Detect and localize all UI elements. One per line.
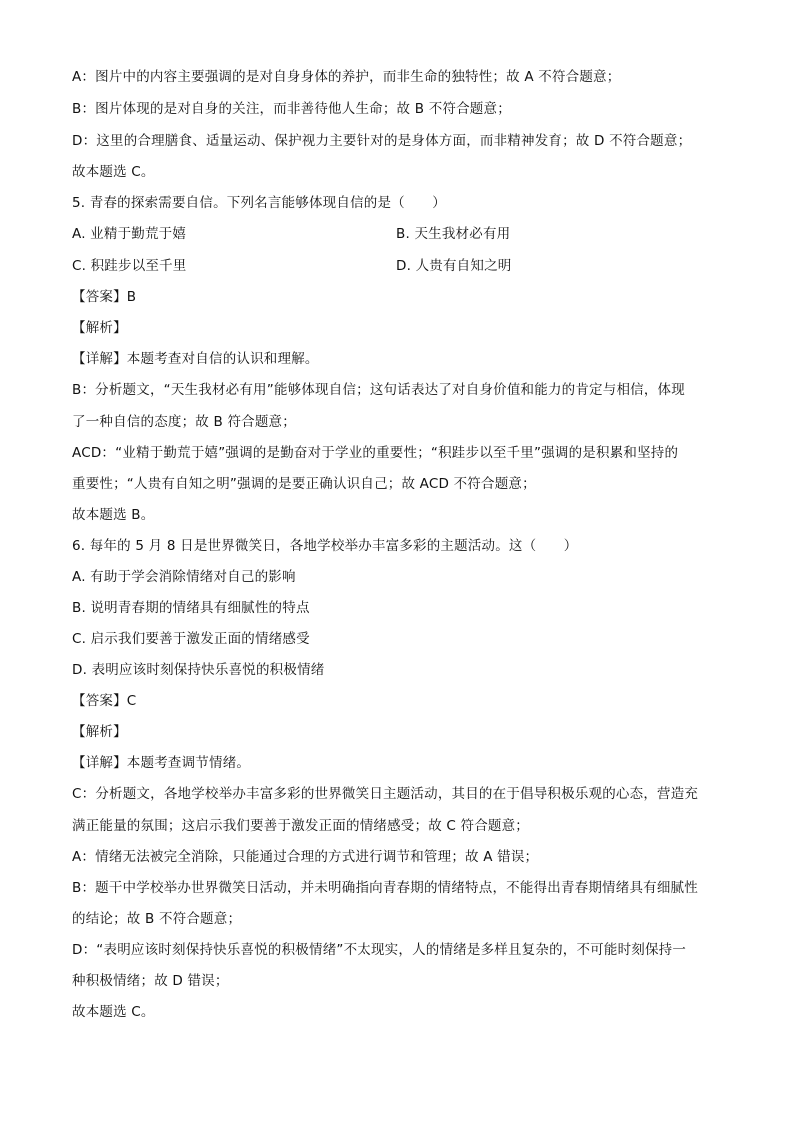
q5-stem: 5. 青春的探索需要自信。下列名言能够体现自信的是（ ） bbox=[72, 195, 446, 211]
q6-analysis-b-line1: B：题干中学校举办世界微笑日活动，并未明确指向青春期的情绪特点，不能得出青春期情绪具有细腻性 bbox=[72, 880, 698, 896]
q5-option-b: B. 天生我材必有用 bbox=[396, 226, 511, 242]
q5-answer: 【答案】B bbox=[72, 289, 137, 305]
q6-conclusion: 故本题选 C。 bbox=[72, 1004, 155, 1020]
q4-analysis-d: D：这里的合理膳食、适量运动、保护视力主要针对的是身体方面，而非精神发育；故 D 不符合题意； bbox=[72, 133, 692, 149]
q4-analysis-b: B：图片体现的是对自身的关注，而非善待他人生命；故 B 不符合题意； bbox=[72, 101, 511, 117]
q6-analysis-d-line1: D：“表明应该时刻保持快乐喜悦的积极情绪”不太现实，人的情绪是多样且复杂的，不可能时刻保持一 bbox=[72, 942, 687, 958]
q4-analysis-a: A：图片中的内容主要强调的是对自身身体的养护，而非生命的独特性；故 A 不符合题意； bbox=[72, 69, 621, 85]
q5-conclusion: 故本题选 B。 bbox=[72, 507, 155, 523]
q6-option-a: A. 有助于学会消除情绪对自己的影响 bbox=[72, 569, 296, 585]
q6-option-c: C. 启示我们要善于激发正面的情绪感受 bbox=[72, 631, 310, 647]
q5-analysis-acd-line1: ACD：“业精于勤荒于嬉”强调的是勤奋对于学业的重要性；“积跬步以至千里”强调的是积累和坚持的 bbox=[72, 445, 679, 461]
q6-answer: 【答案】C bbox=[72, 693, 137, 709]
q5-analysis-b-line2: 了一种自信的态度；故 B 符合题意； bbox=[72, 414, 296, 430]
q5-option-d: D. 人贵有自知之明 bbox=[396, 258, 512, 274]
q6-analysis-d-line2: 种积极情绪；故 D 错误； bbox=[72, 973, 229, 989]
q6-option-b: B. 说明青春期的情绪具有细腻性的特点 bbox=[72, 600, 310, 616]
q5-analysis-acd-line2: 重要性；“人贵有自知之明”强调的是要正确认识自己；故 ACD 不符合题意； bbox=[72, 476, 536, 492]
q6-detail: 【详解】本题考查调节情绪。 bbox=[72, 755, 251, 771]
q5-option-a: A. 业精于勤荒于嬉 bbox=[72, 226, 187, 242]
q6-stem: 6. 每年的 5 月 8 日是世界微笑日，各地学校举办丰富多彩的主题活动。这（ ） bbox=[72, 538, 578, 554]
q5-analysis-label: 【解析】 bbox=[72, 320, 127, 336]
q6-option-d: D. 表明应该时刻保持快乐喜悦的积极情绪 bbox=[72, 662, 325, 678]
q5-analysis-b-line1: B：分析题文，“天生我材必有用”能够体现自信；这句话表达了对自身价值和能力的肯定与相信，体现 bbox=[72, 382, 685, 398]
q5-option-c: C. 积跬步以至千里 bbox=[72, 258, 187, 274]
q4-conclusion: 故本题选 C。 bbox=[72, 164, 155, 180]
q5-detail: 【详解】本题考查对自信的认识和理解。 bbox=[72, 351, 319, 367]
q6-analysis-label: 【解析】 bbox=[72, 724, 127, 740]
q6-analysis-b-line2: 的结论；故 B 不符合题意； bbox=[72, 911, 242, 927]
q6-analysis-c-line1: C：分析题文，各地学校举办丰富多彩的世界微笑日主题活动，其目的在于倡导积极乐观的心态，营造充 bbox=[72, 786, 699, 802]
q6-analysis-c-line2: 满正能量的氛围；这启示我们要善于激发正面的情绪感受；故 C 符合题意； bbox=[72, 818, 530, 834]
q6-analysis-a: A：情绪无法被完全消除，只能通过合理的方式进行调节和管理；故 A 错误； bbox=[72, 849, 539, 865]
